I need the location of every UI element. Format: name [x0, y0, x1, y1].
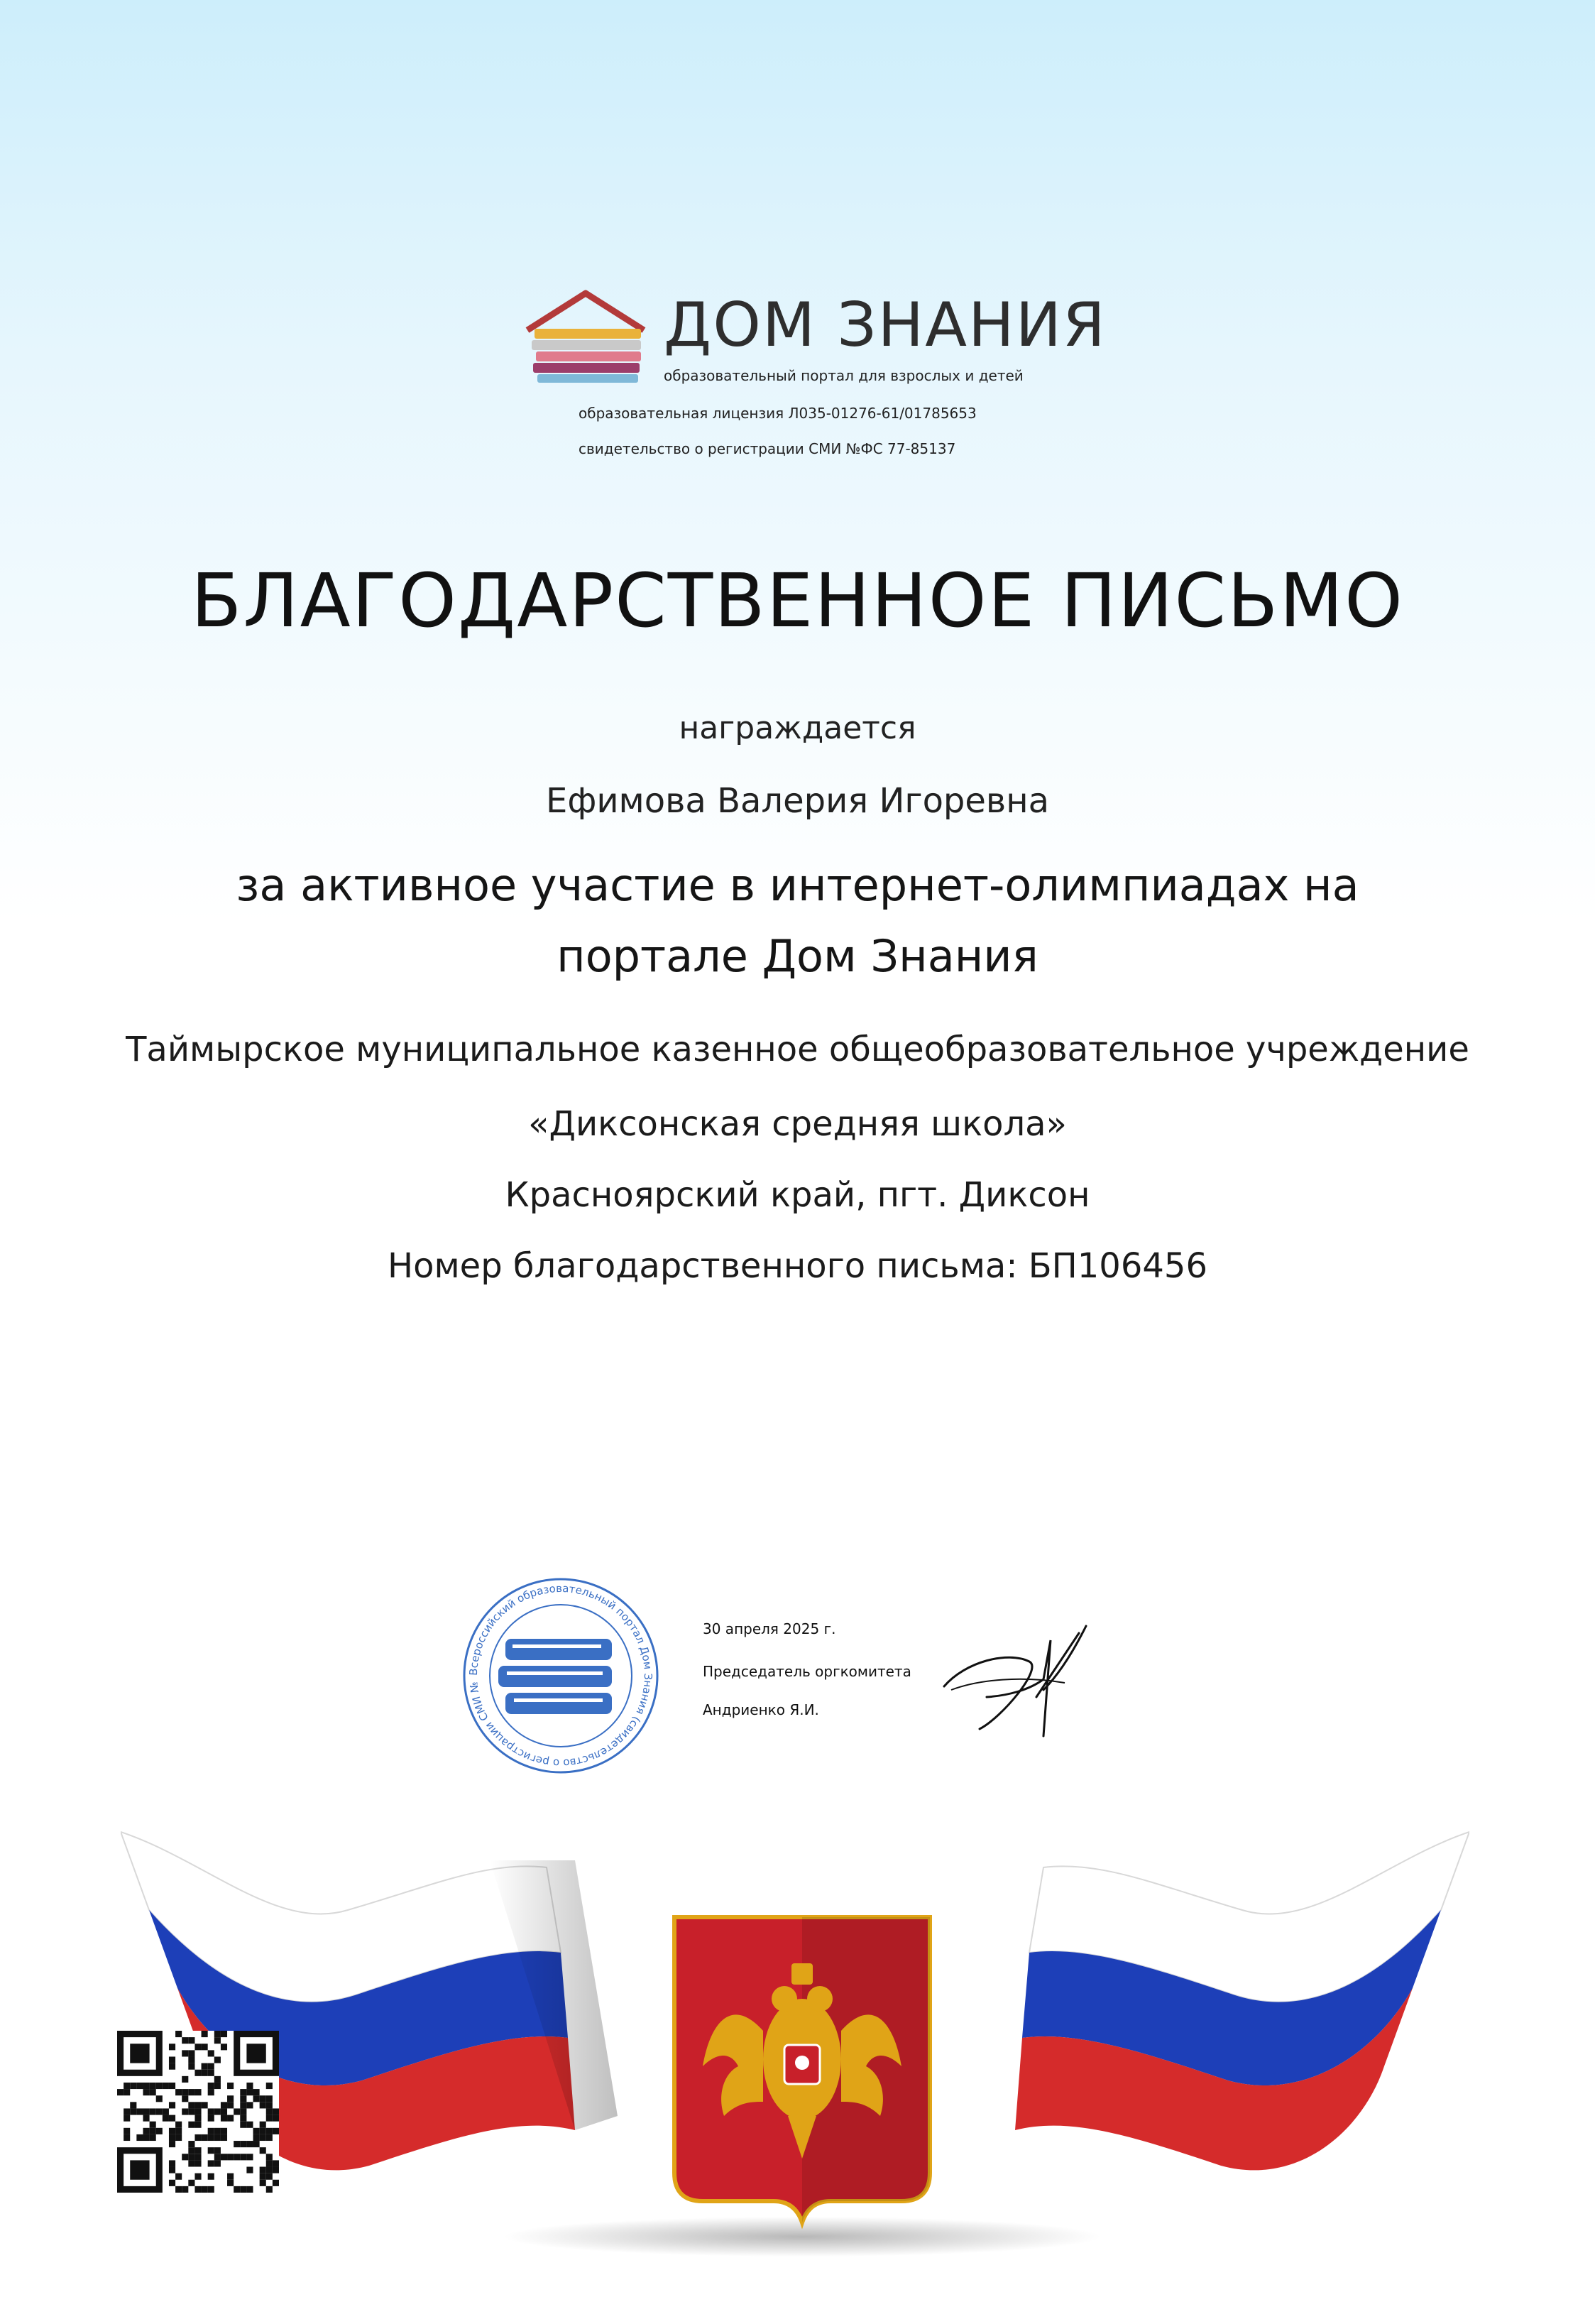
russian-flag-emblem — [121, 1818, 1469, 2258]
letter-number: Номер благодарственного письма: БП106456 — [388, 1246, 1207, 1286]
document-title: БЛАГОДАРСТВЕННОЕ ПИСЬМО — [191, 557, 1404, 644]
reason-line-2: портале Дом Знания — [557, 930, 1038, 982]
recipient-name: Ефимова Валерия Игоревна — [545, 781, 1050, 821]
logo-name: ДОМ ЗНАНИЯ — [664, 290, 1107, 361]
organization-line-1: Таймырское муниципальное казенное общеобразовательное учреждение — [126, 1030, 1469, 1069]
house-books-icon — [522, 288, 649, 387]
coat-of-arms-icon — [674, 1917, 930, 2222]
signature — [937, 1612, 1093, 1754]
sign-position: Председатель оргкомитета — [703, 1663, 911, 1680]
sign-name: Андриенко Я.И. — [703, 1701, 819, 1718]
organization-location: Красноярский край, пгт. Диксон — [505, 1175, 1090, 1215]
qr-code — [117, 2031, 279, 2193]
license-text: образовательная лицензия Л035-01276-61/01785653 — [579, 405, 977, 422]
registration-text: свидетельство о регистрации СМИ №ФС 77-85137 — [579, 440, 956, 457]
organization-line-2: «Диксонская средняя школа» — [528, 1104, 1067, 1144]
reason-line-1: за активное участие в интернет-олимпиадах на — [236, 859, 1359, 911]
svg-text:Всероссийский образовательный: Всероссийский образовательный портал Дом Знания (свидетельство о регистрации СМИ № — [466, 1581, 655, 1770]
sign-date: 30 апреля 2025 г. — [703, 1620, 836, 1637]
flag-ribbon-right — [1015, 1832, 1469, 2170]
awarded-label: награждается — [679, 710, 916, 746]
books-stack-icon — [498, 1639, 612, 1714]
logo — [522, 288, 1107, 387]
seal — [461, 1576, 660, 1775]
logo-tagline: образовательный портал для взрослых и детей — [664, 367, 1024, 384]
